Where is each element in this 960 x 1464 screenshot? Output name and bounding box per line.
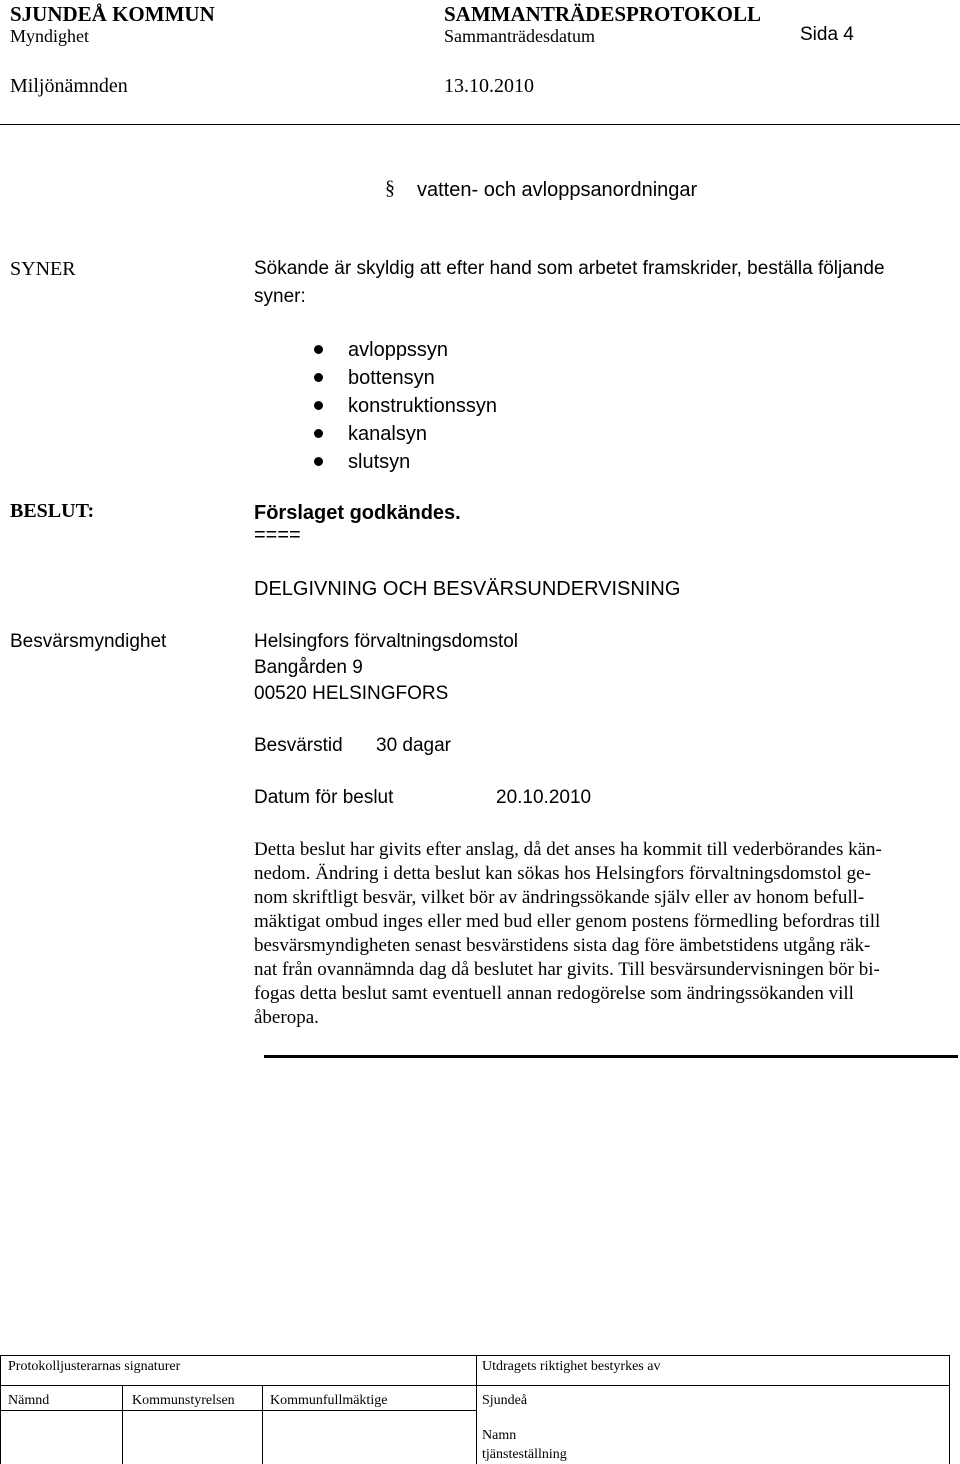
list-item: bottensyn (312, 366, 497, 394)
separator-marks: ==== (254, 524, 301, 546)
place-label: Sjundeå (482, 1393, 528, 1408)
appeal-authority-label: Besvärsmyndighet (10, 631, 167, 652)
header-divider (0, 124, 960, 125)
list-item: slutsyn (312, 450, 497, 478)
syner-text-line2: syner: (254, 286, 306, 307)
authority-name: Miljönämnden (10, 75, 128, 97)
organization-name: SJUNDEÅ KOMMUN (10, 2, 215, 26)
address-line2: 00520 HELSINGFORS (254, 683, 449, 704)
syner-label: SYNER (10, 258, 76, 280)
beslut-label: BESLUT: (10, 500, 95, 522)
syner-text-line1: Sökande är skyldig att efter hand som arbetet framskrider, beställa följande (254, 258, 885, 279)
authority-label: Myndighet (10, 26, 89, 46)
section-symbol: § (385, 177, 395, 199)
appeal-period-value: 30 dagar (376, 735, 452, 756)
address-line1: Bangården 9 (254, 657, 363, 678)
footer-col-divider-2 (262, 1385, 263, 1464)
appeal-period-label: Besvärstid (254, 735, 343, 756)
decision-date-value: 20.10.2010 (496, 787, 592, 808)
meeting-date: 13.10.2010 (444, 75, 534, 97)
name-label: Namn (482, 1428, 517, 1443)
signatures-label: Protokolljusterarnas signaturer (8, 1359, 181, 1374)
page-number: Sida 4 (800, 24, 854, 45)
kommunfullmaktige-column-label: Kommunfullmäktige (270, 1393, 388, 1408)
end-rule (264, 1055, 958, 1058)
beslut-text: Förslaget godkändes. (254, 502, 461, 524)
footer-label-divider (0, 1410, 476, 1411)
list-item: avloppssyn (312, 338, 497, 366)
appeal-instructions: Detta beslut har givits efter anslag, då det anses ha kommit till vederbörandes kän- nedom. Ändring i detta beslut kan sökas hos Helsingfors förvaltningsdomstol ge- nom skriftligt besvär, vilket bör av ändringssökande själv eller av honom befull- mäktigat ombud inges eller med bud eller genom postens förmedling befordras till besvärsmyndigheten senast besvärstidens sista dag före ämbetstidens utgång räk- nat från ovannämnda dag då beslutet har givits. Till besvärsundervisningen bör bi- fogas detta beslut samt eventuell annan redogörelse som ändringssökanden vill åberopa. (254, 839, 882, 1028)
namnd-column-label: Nämnd (8, 1393, 50, 1408)
bullet-icon (314, 373, 323, 382)
footer-middle-divider (476, 1355, 477, 1464)
section-title: vatten- och avloppsanordningar (417, 179, 698, 201)
footer-top-border (0, 1355, 950, 1356)
bullet-icon (314, 429, 323, 438)
verification-label: Utdragets riktighet bestyrkes av (482, 1359, 661, 1374)
inspection-list (312, 338, 497, 478)
document-type: SAMMANTRÄDESPROTOKOLL (444, 2, 761, 26)
list-item: kanalsyn (312, 422, 497, 450)
footer-row-divider (0, 1385, 950, 1386)
delgivning-title: DELGIVNING OCH BESVÄRSUNDERVISNING (254, 578, 681, 600)
decision-date-label: Datum för beslut (254, 787, 394, 808)
footer-right-border (949, 1355, 950, 1464)
kommunstyrelsen-column-label: Kommunstyrelsen (132, 1393, 235, 1408)
meeting-date-label: Sammanträdesdatum (444, 26, 595, 46)
bullet-icon (314, 401, 323, 410)
bullet-icon (314, 345, 323, 354)
position-label: tjänsteställning (482, 1447, 567, 1462)
bullet-icon (314, 457, 323, 466)
list-item: konstruktionssyn (312, 394, 497, 422)
appeal-authority-name: Helsingfors förvaltningsdomstol (254, 631, 519, 652)
footer-col-divider-1 (122, 1385, 123, 1464)
